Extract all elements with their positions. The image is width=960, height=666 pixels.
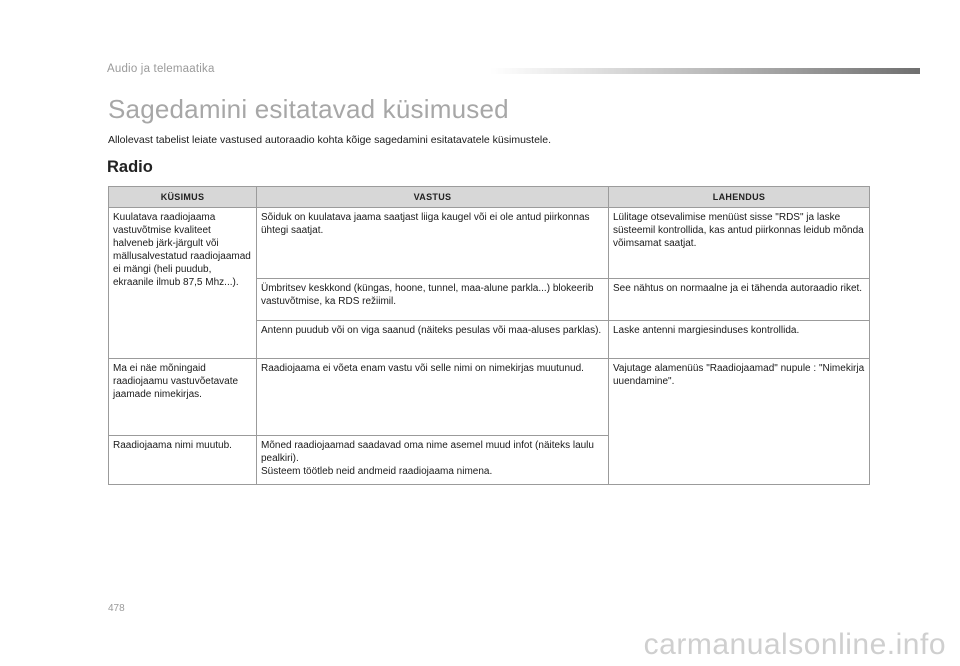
question-cell: Ma ei näe mõningaid raadiojaamu vastuvõetavate jaamade nimekirjas. bbox=[109, 359, 257, 436]
table-row bbox=[109, 359, 870, 436]
column-header-solution: LAHENDUS bbox=[609, 187, 870, 208]
solution-cell: See nähtus on normaalne ja ei tähenda autoraadio riket. bbox=[609, 279, 870, 321]
answer-cell: Raadiojaama ei võeta enam vastu või selle nimi on nimekirjas muutunud. bbox=[257, 359, 609, 436]
solution-cell: Vajutage alamenüüs "Raadiojaamad" nupule : "Nimekirja uuendamine". bbox=[609, 359, 870, 485]
table-row bbox=[109, 208, 870, 279]
section-heading-radio: Radio bbox=[107, 158, 153, 176]
watermark: carmanualsonline.info bbox=[643, 628, 946, 661]
faq-table bbox=[108, 186, 870, 485]
intro-text: Allolevast tabelist leiate vastused autoraadio kohta kõige sagedamini esitatavatele küsimustele. bbox=[108, 134, 552, 146]
question-cell: Kuulatava raadiojaama vastuvõtmise kvaliteet halveneb järk-järgult või mällusalvestatud raadiojaamad ei mängi (heli puudub, ekraanile ilmub 87,5 Mhz...). bbox=[109, 208, 257, 359]
solution-cell: Lülitage otsevalimise menüüst sisse "RDS" ja laske süsteemil kontrollida, kas antud piirkonnas leidub mõnda võimsamat saatjat. bbox=[609, 208, 870, 279]
solution-cell: Laske antenni margiesinduses kontrollida. bbox=[609, 321, 870, 359]
page-title: Sagedamini esitatavad küsimused bbox=[108, 94, 509, 124]
answer-cell: Ümbritsev keskkond (küngas, hoone, tunnel, maa-alune parkla...) blokeerib vastuvõtmise, ka RDS režiimil. bbox=[257, 279, 609, 321]
section-label: Audio ja telemaatika bbox=[107, 63, 215, 75]
answer-cell: Sõiduk on kuulatava jaama saatjast liiga kaugel või ei ole antud piirkonnas ühtegi saatjat. bbox=[257, 208, 609, 279]
question-cell: Raadiojaama nimi muutub. bbox=[109, 436, 257, 485]
column-header-answer: VASTUS bbox=[257, 187, 609, 208]
page-number: 478 bbox=[108, 603, 125, 614]
answer-cell: Antenn puudub või on viga saanud (näiteks pesulas või maa-aluses parklas). bbox=[257, 321, 609, 359]
answer-cell: Mõned raadiojaamad saadavad oma nime asemel muud infot (näiteks laulu pealkiri). Süsteem töötleb neid andmeid raadiojaama nimena. bbox=[257, 436, 609, 485]
header-gradient-bar bbox=[490, 68, 920, 74]
column-header-question: KÜSIMUS bbox=[109, 187, 257, 208]
table-header-row bbox=[109, 187, 870, 208]
